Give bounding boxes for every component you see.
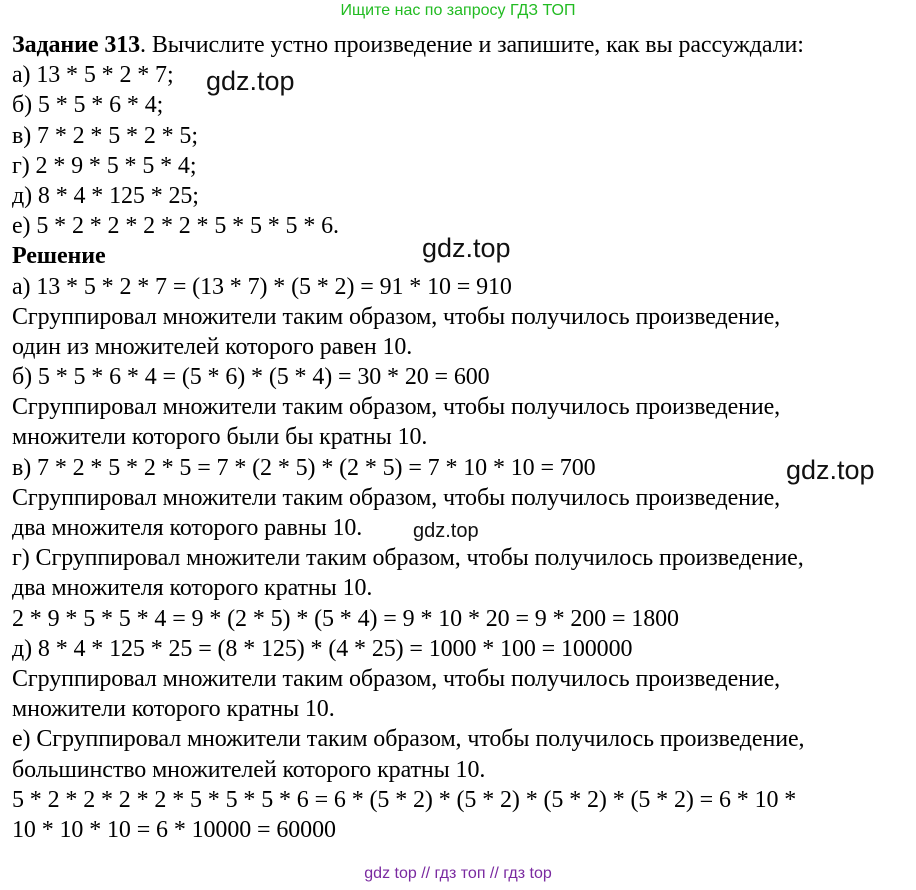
solution-line: д) 8 * 4 * 125 * 25 = (8 * 125) * (4 * 25) = 1000 * 100 = 100000: [12, 635, 633, 662]
solution-line: 2 * 9 * 5 * 5 * 4 = 9 * (2 * 5) * (5 * 4) = 9 * 10 * 20 = 9 * 200 = 1800: [12, 605, 679, 632]
task-item: д) 8 * 4 * 125 * 25;: [12, 182, 199, 209]
solution-line: е) Сгруппировал множители таким образом, чтобы получилось произведение,: [12, 726, 805, 753]
solution-line: два множителя которого кратны 10.: [12, 575, 373, 602]
solution-line: г) Сгруппировал множители таким образом, чтобы получилось произведение,: [12, 545, 804, 572]
document-body: [12, 30, 912, 845]
solution-line: Сгруппировал множители таким образом, чтобы получилось произведение,: [12, 484, 781, 511]
task-item: б) 5 * 5 * 6 * 4;: [12, 92, 164, 119]
task-title: Задание 313: [12, 32, 141, 58]
task-item: а) 13 * 5 * 2 * 7;: [12, 62, 174, 89]
solution-line: большинство множителей которого кратны 10.: [12, 756, 486, 783]
task-heading-line: [12, 30, 912, 60]
watermark: gdz.top: [422, 233, 511, 263]
solution-line: а) 13 * 5 * 2 * 7 = (13 * 7) * (5 * 2) = 91 * 10 = 910: [12, 273, 512, 300]
watermark: gdz.top: [413, 520, 479, 542]
task-item: в) 7 * 2 * 5 * 2 * 5;: [12, 122, 198, 149]
top-banner-link[interactable]: Ищите нас по запросу ГДЗ ТОП: [340, 2, 576, 19]
footer-links[interactable]: gdz top // гдз топ // гдз top: [364, 865, 552, 882]
solution-line: б) 5 * 5 * 6 * 4 = (5 * 6) * (5 * 4) = 30 * 20 = 600: [12, 364, 490, 391]
watermark: gdz.top: [206, 66, 295, 96]
solution-line: два множителя которого равны 10.: [12, 515, 363, 541]
solution-heading: Решение: [12, 243, 106, 270]
solution-line: Сгруппировал множители таким образом, чтобы получилось произведение,: [12, 394, 781, 421]
task-text: . Вычислите устно произведение и запишите, как вы рассуждали:: [140, 32, 804, 58]
task-item: г) 2 * 9 * 5 * 5 * 4;: [12, 152, 197, 179]
solution-line: Сгруппировал множители таким образом, чтобы получилось произведение,: [12, 303, 781, 330]
solution-line: в) 7 * 2 * 5 * 2 * 5 = 7 * (2 * 5) * (2 * 5) = 7 * 10 * 10 = 700: [12, 454, 596, 481]
solution-line: один из множителей которого равен 10.: [12, 333, 413, 360]
task-item: е) 5 * 2 * 2 * 2 * 2 * 5 * 5 * 5 * 6.: [12, 213, 339, 240]
watermark: gdz.top: [786, 455, 875, 485]
solution-line: 5 * 2 * 2 * 2 * 2 * 5 * 5 * 5 * 6 = 6 * (5 * 2) * (5 * 2) * (5 * 2) * (5 * 2) = 6 * 10 *: [12, 786, 797, 813]
solution-line: множители которого кратны 10.: [12, 696, 335, 723]
solution-line: 10 * 10 * 10 = 6 * 10000 = 60000: [12, 816, 336, 843]
solution-line: Сгруппировал множители таким образом, чтобы получилось произведение,: [12, 665, 781, 692]
solution-line: множители которого были бы кратны 10.: [12, 424, 428, 451]
